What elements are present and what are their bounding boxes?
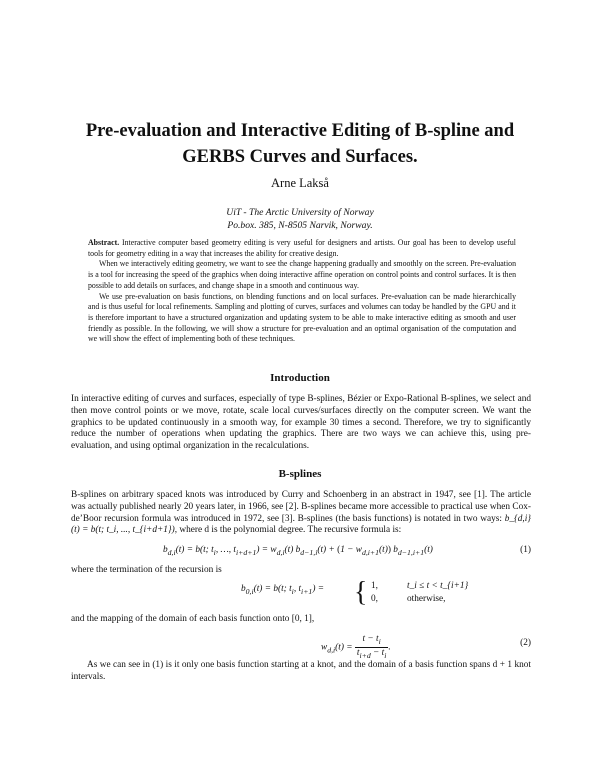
abstract-paragraph-1: Abstract. Interactive computer based geometry editing is very useful for designers and artists. Our goal has been to develop useful tools for geometry editing in a way that increases the ability for creative design. — [88, 238, 516, 258]
affiliation-institution: UiT - The Arctic University of Norway — [226, 207, 374, 218]
equation-2-formula: $w_{d,i}(t)$ = $\frac{t - t_i}{t_{i+d} - t_i}$ . — [321, 634, 391, 660]
abstract-paragraph-2: When we interactively editing geometry, we want to see the change happening gradually and smoothly on the screen. Pre-evaluation is a tool for increasing the speed of the graphics when doing interactive affine operation on control points and control surfaces. It is then possible to add details on surfaces, and change shape in a smooth and continuous way. — [88, 259, 516, 290]
cases-brace: { — [354, 577, 368, 608]
cases-block — [371, 580, 468, 606]
affiliation — [60, 206, 540, 232]
case-2: 0, otherwise, — [371, 594, 446, 604]
closing-paragraph: As we can see in (1) is it only one basis function starting at a knot, and the domain of a basis function spans d + 1 knot intervals. — [71, 660, 531, 682]
equation-2 — [71, 630, 531, 660]
case-1: 1, t_i ≤ t < t_{i+1} — [371, 581, 469, 591]
abstract-label: Abstract. — [88, 238, 120, 247]
introduction-paragraph: In interactive editing of curves and surfaces, especially of type B-splines, Bézier or Expo-Rational B-splines, we select and then move control points or we move, rotate, scale local curves/surfaces directly on the computer screen. We want the graphics to be updated continuously in a smooth way, for example 30 times a second. Therefore, we try to significantly reduce the number of operations when updating the graphics. There are two ways we can achieve this, using pre-evaluation, and using optimal organization in the recalculations. — [71, 394, 531, 452]
equation-1-number: (1) — [520, 545, 531, 555]
paper-title: Pre-evaluation and Interactive Editing of B-spline and GERBS Curves and Surfaces. — [85, 121, 515, 167]
equation-2-number: (2) — [520, 638, 531, 648]
mapping-sentence: and the mapping of the domain of each basis function onto [0, 1], — [71, 614, 315, 624]
section-heading-introduction: Introduction — [270, 372, 330, 384]
affiliation-address: Po.box. 385, N-8505 Narvik, Norway. — [227, 220, 373, 231]
bsplines-paragraph: B-splines on arbitrary spaced knots was introduced by Curry and Schoenberg in an abstract in 1947, see [1]. The article was actually published nearly 20 years later, in 1966, see [2]. B-splines became more accessible to practical use when Cox-de’Boor recursion formula was introduced in 1972, see [3]. B-splines (the basis functions) is notated in two ways: b_{d,i}(t) = b(t; t_i, ..., t_{i+d+1}), where d is the polynomial degree. The recursive formula is: — [71, 490, 532, 536]
termination-sentence: where the termination of the recursion is — [71, 565, 222, 575]
abstract-paragraph-3: We use pre-evaluation on basis functions, on blending functions and on local surfaces. Pre-evaluation can be made hierarchically and is thus useful for local refinements. Sampling and plotting of curves, surfaces and volumes can today be handled by the GPU and it is therefore important to have a structured organization and updating system to be able to make interactive editing as smooth and user friendly as possible. In the following, we will show a structure for pre-evaluation and an optimal organisation of the computation and we will show the effect of implementing both of these techniques. — [88, 291, 516, 344]
equation-1-formula: $b_{d,i}(t) = b(t$; $t_i$, …, $t_{i+d+1}) = w_{d,i}(t)$ $b_{d-1,i}(t) + (1 - w_{d,i+1}(t))$ $b_{d-1,i+1}(t)$ — [163, 545, 433, 557]
abstract — [88, 238, 516, 345]
inline-notation: b_{d,i}(t) = b(t; t_i, ..., t_{i+d+1}), — [71, 513, 532, 536]
author-name: Arne Lakså — [271, 176, 329, 190]
equation-1 — [71, 545, 531, 565]
termination-equation — [71, 577, 531, 610]
section-heading-bsplines: B-splines — [278, 468, 322, 480]
termination-formula: $b_{0,i}(t) = b(t$; $t_i$, $t_{i+1}$) = — [241, 584, 325, 596]
